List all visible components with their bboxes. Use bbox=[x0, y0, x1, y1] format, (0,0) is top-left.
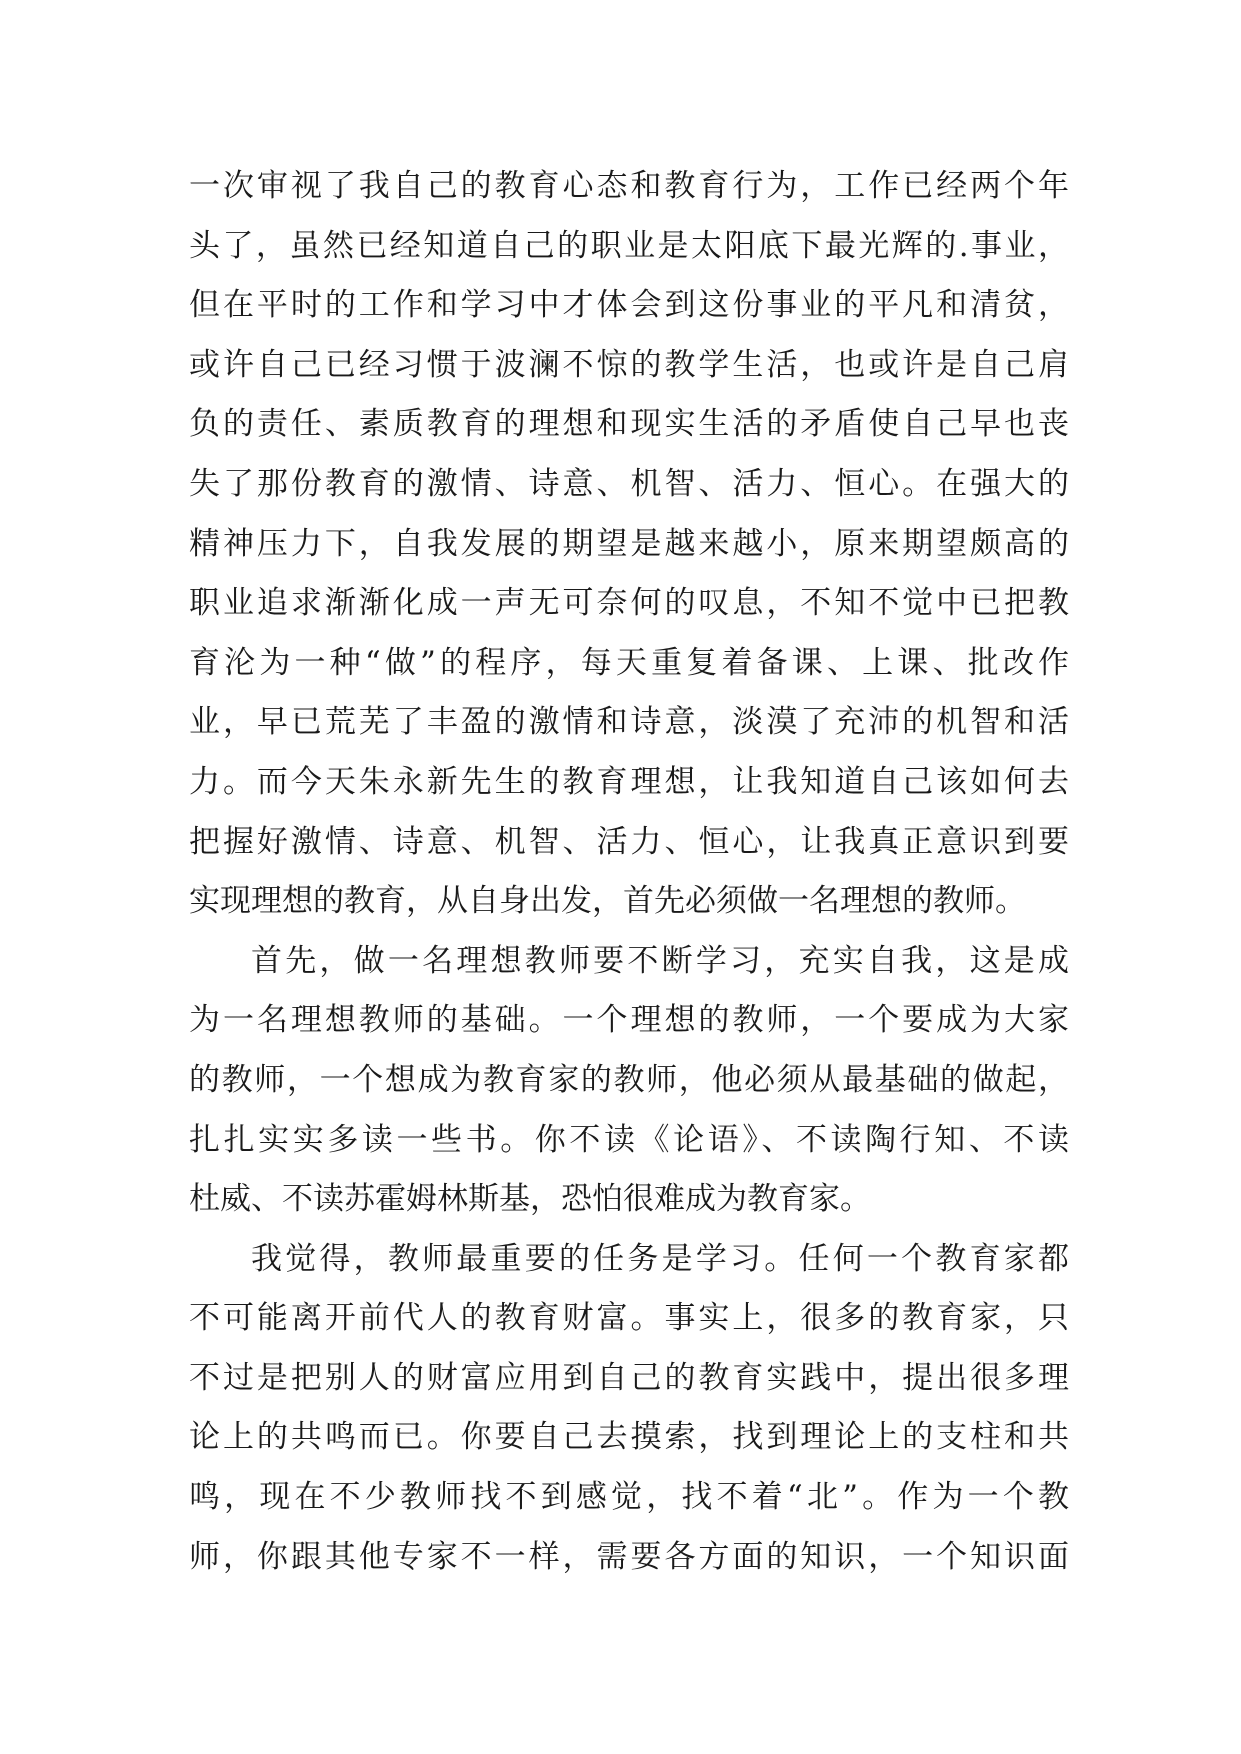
text-line: 或许自己已经习惯于波澜不惊的教学生活，也或许是自己肩 bbox=[189, 346, 1069, 383]
text-line: 业，早已荒芜了丰盈的激情和诗意，淡漠了充沛的机智和活 bbox=[189, 704, 1069, 741]
text-line: 师，你跟其他专家不一样，需要各方面的知识，一个知识面 bbox=[189, 1538, 1069, 1575]
text-line: 负的责任、素质教育的理想和现实生活的矛盾使自己早也丧 bbox=[189, 406, 1069, 443]
text-line: 不过是把别人的财富应用到自己的教育实践中，提出很多理 bbox=[189, 1359, 1069, 1396]
text-line: 精神压力下，自我发展的期望是越来越小，原来期望颇高的 bbox=[189, 525, 1069, 562]
text-line: 育沦为一种“做”的程序，每天重复着备课、上课、批改作 bbox=[189, 644, 1069, 681]
text-line: 的教师，一个想成为教育家的教师，他必须从最基础的做起， bbox=[189, 1061, 1069, 1098]
text-line: 失了那份教育的激情、诗意、机智、活力、恒心。在强大的 bbox=[189, 465, 1069, 502]
text-line: 头了，虽然已经知道自己的职业是太阳底下最光辉的.事业， bbox=[189, 227, 1069, 264]
text-line: 把握好激情、诗意、机智、活力、恒心，让我真正意识到要 bbox=[189, 823, 1069, 860]
text-line: 但在平时的工作和学习中才体会到这份事业的平凡和清贫， bbox=[189, 287, 1069, 324]
text-line: 杜威、不读苏霍姆林斯基，恐怕很难成为教育家。 bbox=[189, 1181, 871, 1218]
paragraph-first-line: 首先，做一名理想教师要不断学习，充实自我，这是成 bbox=[251, 942, 1069, 979]
text-line: 为一名理想教师的基础。一个理想的教师，一个要成为大家 bbox=[189, 1002, 1069, 1039]
text-line: 力。而今天朱永新先生的教育理想，让我知道自己该如何去 bbox=[189, 763, 1069, 800]
text-line: 实现理想的教育，从自身出发，首先必须做一名理想的教师。 bbox=[189, 883, 1026, 920]
text-line: 鸣，现在不少教师找不到感觉，找不着“北”。作为一个教 bbox=[189, 1479, 1069, 1516]
text-line: 一次审视了我自己的教育心态和教育行为，工作已经两个年 bbox=[189, 168, 1069, 204]
text-line: 职业追求渐渐化成一声无可奈何的叹息，不知不觉中已把教 bbox=[189, 585, 1069, 622]
text-line: 不可能离开前代人的教育财富。事实上，很多的教育家，只 bbox=[189, 1300, 1069, 1337]
paragraph-first-line: 我觉得，教师最重要的任务是学习。任何一个教育家都 bbox=[251, 1240, 1069, 1277]
text-line: 论上的共鸣而已。你要自己去摸索，找到理论上的支柱和共 bbox=[189, 1419, 1069, 1456]
text-line: 扎扎实实多读一些书。你不读《论语》、不读陶行知、不读 bbox=[189, 1121, 1069, 1158]
body-text bbox=[189, 157, 1069, 1587]
